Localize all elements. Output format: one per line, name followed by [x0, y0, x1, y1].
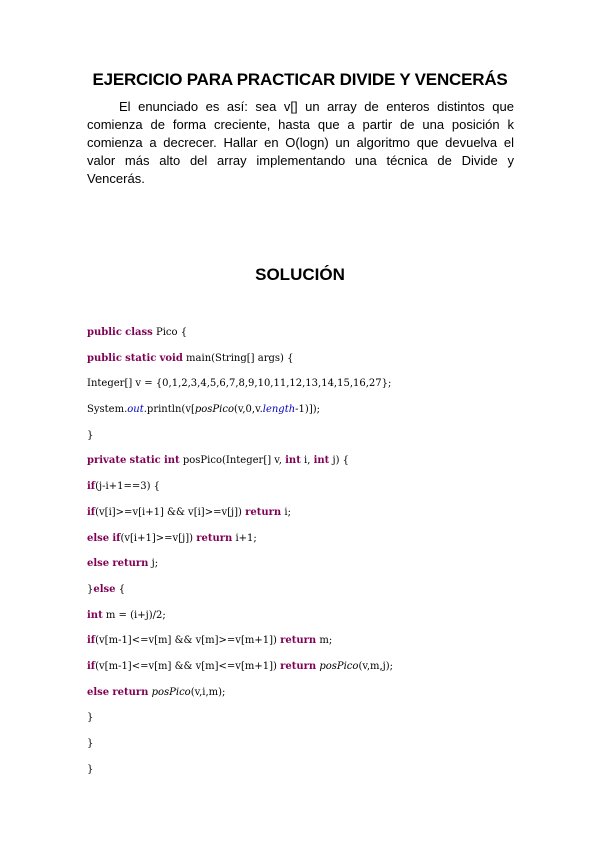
code-line: else return j;	[87, 558, 159, 570]
code-line: else return posPico(v,i,m);	[87, 686, 226, 698]
code-line: Integer[] v = {0,1,2,3,4,5,6,7,8,9,10,11,12,13,14,15,16,27};	[87, 378, 392, 390]
code-line: public static void main(String[] args) {	[87, 352, 294, 364]
code-line: if(j-i+1==3) {	[87, 481, 161, 493]
code-listing	[87, 326, 567, 788]
problem-statement	[87, 98, 514, 188]
code-line: }	[87, 429, 94, 441]
code-line: public class Pico {	[87, 327, 188, 338]
code-line: }	[87, 738, 94, 749]
code-line: int m = (i+j)/2;	[87, 609, 166, 621]
code-line: if(v[m-1]<=v[m] && v[m]>=v[m+1]) return m;	[87, 635, 333, 647]
code-line: }else {	[87, 583, 126, 595]
problem-statement-text: El enunciado es así: sea v[] un array de enteros distintos que comienza de forma creciente, hasta que a partir de una posición k comienza a decrecer. Hallar en O(logn) un algoritmo que devuelva el valor más alto del array implementando una técnica de Divide y Vencerás.	[87, 99, 514, 186]
code-line: System.out.println(v[posPico(v,0,v.length-1)]);	[87, 404, 320, 416]
code-line: }	[87, 712, 94, 724]
document-title: EJERCICIO PARA PRACTICAR DIVIDE Y VENCERÁS	[92, 70, 508, 89]
code-line: else if(v[i+1]>=v[j]) return i+1;	[87, 532, 257, 544]
code-line: if(v[m-1]<=v[m] && v[m]<=v[m+1]) return posPico(v,m,j);	[87, 660, 394, 672]
code-line: private static int posPico(Integer[] v, int i, int j) {	[87, 455, 350, 467]
code-line: }	[87, 763, 94, 775]
code-line: if(v[i]>=v[i+1] && v[i]>=v[j]) return i;	[87, 506, 291, 518]
solution-heading: SOLUCIÓN	[255, 265, 345, 284]
